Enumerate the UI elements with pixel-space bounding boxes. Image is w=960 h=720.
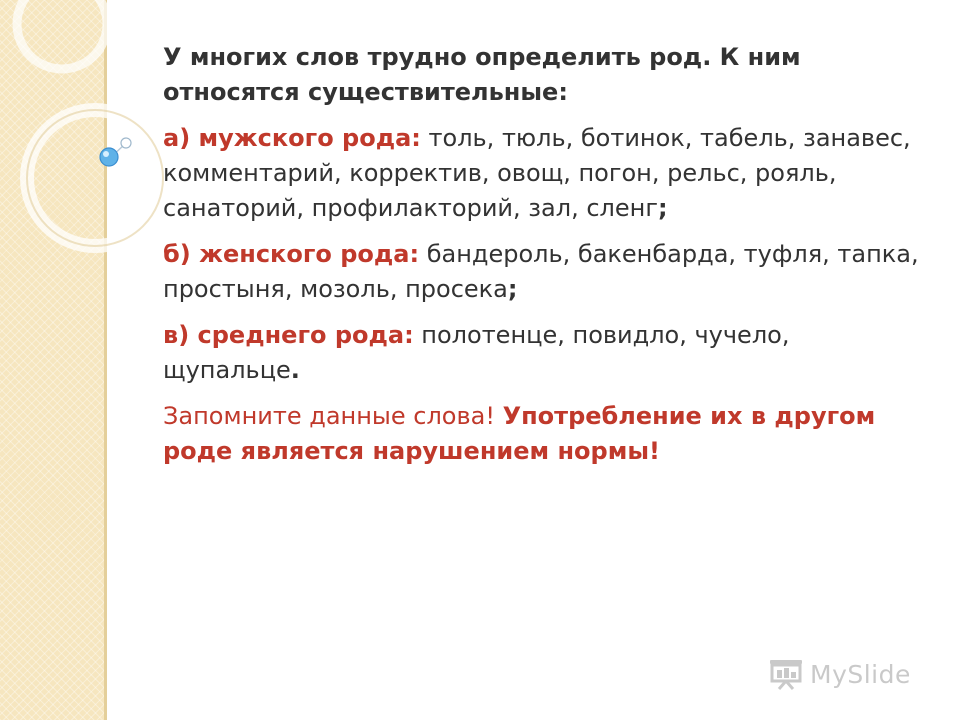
- remember-text: Запомните данные слова!: [163, 402, 503, 430]
- neuter-label: в) среднего рода:: [163, 321, 414, 349]
- myslide-logo: [768, 654, 911, 694]
- bubble-highlight: [103, 151, 109, 157]
- feminine-label: б) женского рода:: [163, 240, 420, 268]
- small-bubble-icon: [121, 138, 131, 148]
- large-ring-outline: [27, 110, 163, 246]
- masculine-words: толь, тюль, ботинок, табель, занавес, комментарий, корректив, овощ, погон, рельс, рояль, санаторий, профилакторий, зал, сленг: [163, 124, 911, 222]
- warning-text: Употребление их в другом роде является нарушением нормы!: [163, 402, 876, 465]
- feminine-end: ;: [507, 275, 518, 303]
- feminine-paragraph: [163, 237, 923, 307]
- blue-bubble-icon: [100, 148, 118, 166]
- neuter-end: .: [290, 356, 300, 384]
- top-ring-shape: [17, 0, 107, 69]
- note-paragraph: [163, 399, 923, 469]
- feminine-words: бандероль, бакенбарда, туфля, тапка, простыня, мозоль, просека: [163, 240, 919, 303]
- masculine-end: ;: [657, 194, 668, 222]
- masculine-paragraph: [163, 121, 923, 226]
- neuter-words: полотенце, повидло, чучело, щупальце: [163, 321, 790, 384]
- intro-text: У многих слов трудно определить род. К ним относятся существительные:: [163, 43, 801, 106]
- slide-content: [163, 40, 923, 480]
- projector-screen-icon: [768, 657, 804, 691]
- neuter-paragraph: [163, 318, 923, 388]
- masculine-label: а) мужского рода:: [163, 124, 421, 152]
- logo-text: MySlide: [810, 659, 911, 689]
